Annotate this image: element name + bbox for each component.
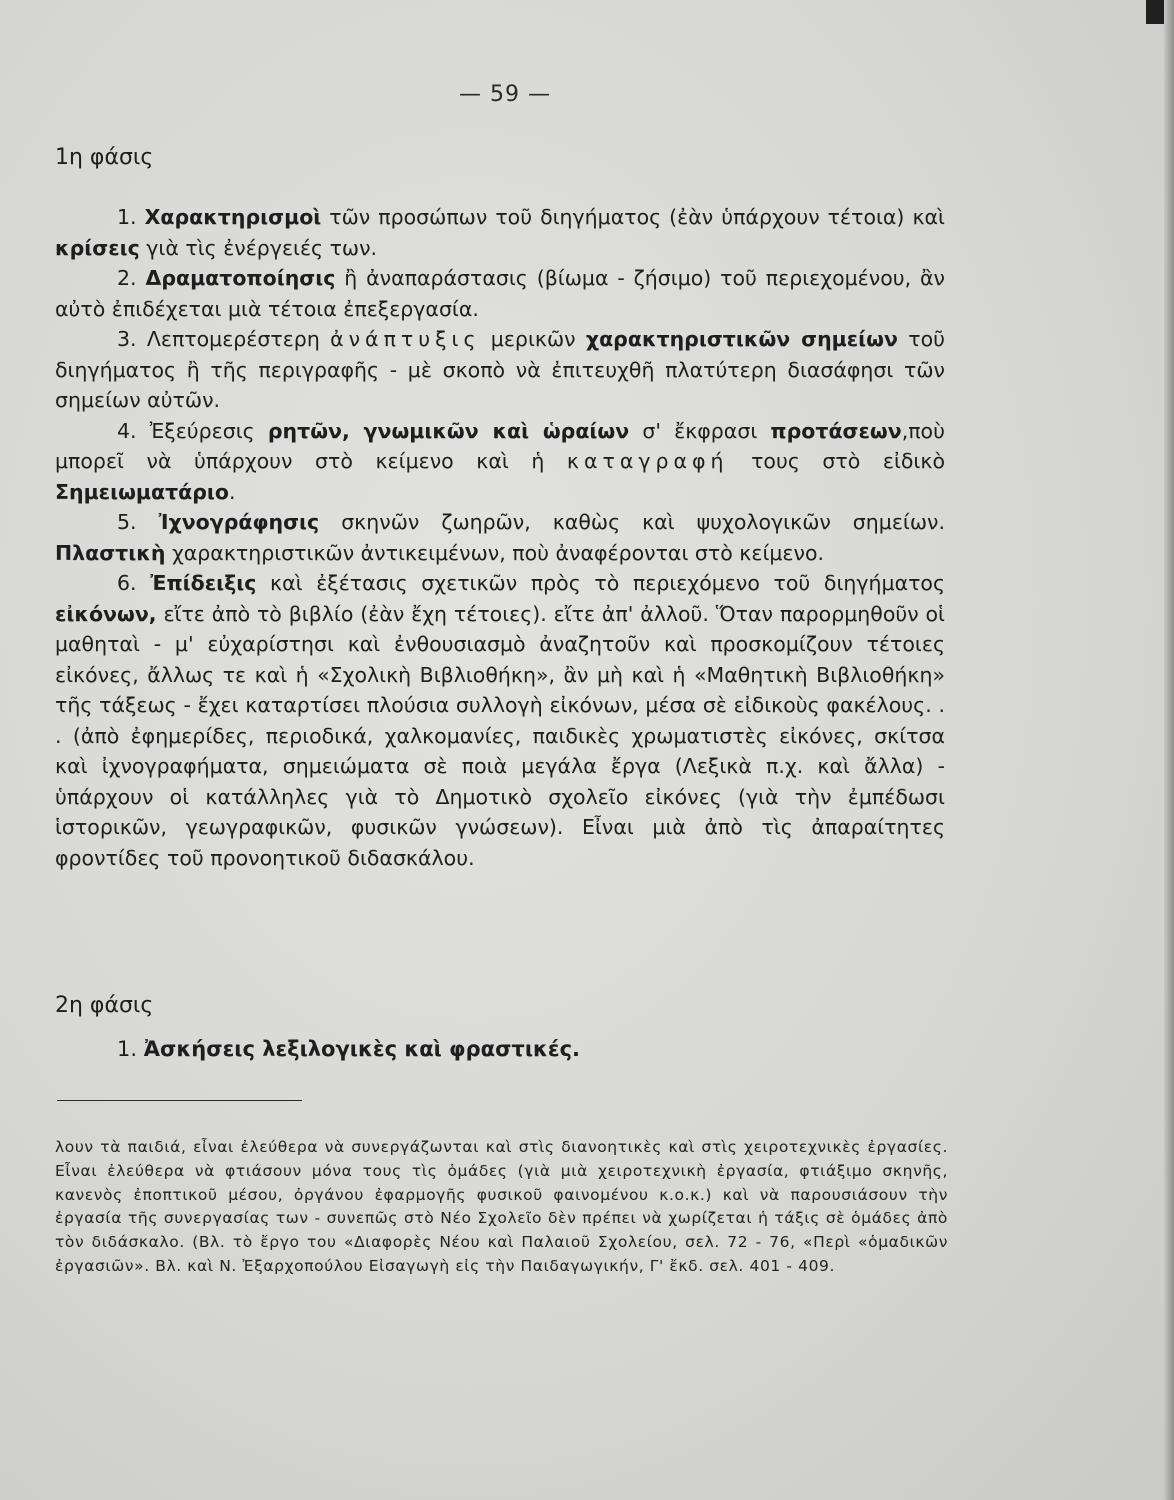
footnote-separator	[57, 1100, 302, 1101]
text-run: γιὰ τὶς ἐνέργειές των.	[139, 235, 378, 260]
list-item	[55, 202, 945, 263]
text-run: Ἰχνογράφησις	[158, 510, 320, 534]
text-run: προτάσεων	[770, 418, 902, 443]
list-item	[55, 507, 945, 568]
text-run: χαρακτηριστικῶν ἀντικειμένων, ποὺ ἀναφέρονται στὸ κείμενο.	[165, 540, 825, 565]
text-run: Πλαστικὴ	[55, 540, 166, 565]
item-number: 2.	[117, 266, 137, 290]
text-run: εἴτε ἀπὸ τὸ βιβλίο (ἐὰν ἔχη τέτοιες). εἴτε ἀπ' ἀλλοῦ. Ὅταν παρορμηθοῦν οἱ μαθηταὶ - μ' εὐχαρίστησι καὶ ἐνθουσιασμὸ ἀναζητοῦν καὶ προσκομίζουν τέτοιες εἰκόνες, ἄλλως τε καὶ ἡ «Σχολικὴ Βιβλιοθήκη», ἂν μὴ καὶ ἡ «Μαθητικὴ Βιβλιοθήκη» τῆς τάξεως - ἔχει καταρτίσει πλούσια συλλογὴ εἰκόνων, μέσα σὲ εἰδικοὺς φακέλους. . . (ἀπὸ ἐφημερίδες, περιοδικά, χαλκομανίες, παιδικὲς χρωματιστὲς εἰκόνες, σκίτσα καὶ ἰχνογραφήματα, σημειώματα σὲ ποιὰ μεγάλα ἔργα (Λεξικὰ π.χ. καὶ ἄλλα) - ὑπάρχουν οἱ κατάλληλες γιὰ τὸ Δημοτικὸ σχολεῖο εἰκόνες (γιὰ τὴν ἐμπέδωσι ἱστορικῶν, γεωγραφικῶν, φυσικῶν γνώσεων). Εἶναι μιὰ ἀπὸ τὶς ἀπαραίτητες φροντίδες τοῦ προνοητικοῦ διδασκάλου.	[55, 601, 945, 870]
text-run: τους στὸ εἰδικὸ	[728, 449, 945, 473]
text-run: Χαρακτηρισμοὶ	[144, 205, 322, 229]
item-number: 6.	[117, 571, 137, 595]
list-item	[55, 568, 945, 873]
text-run: Ἐπίδειξις	[150, 571, 257, 595]
section-heading-phase-2: 2η φάσις	[55, 993, 154, 1018]
text-run: ,ποὺ μπορεῖ νὰ ὑπάρχουν στὸ κείμενο καὶ ἡ	[55, 418, 945, 473]
item-text: Ἀσκήσεις λεξιλογικὲς καὶ φραστικές.	[143, 1037, 581, 1061]
text-run: μερικῶν	[480, 327, 586, 351]
text-run: Λεπτομερέστερη	[146, 327, 331, 351]
page-edge	[1164, 0, 1174, 1500]
page-number: — 59 —	[459, 82, 551, 107]
footnote: λουν τὰ παιδιά, εἶναι ἐλεύθερα νὰ συνεργάζωνται καὶ στὶς διανοητικὲς καὶ στὶς χειροτεχνικὲς ἐργασίες. Εἶναι ἐλεύθερα νὰ φτιάσουν μόνα τους τὶς ὁμάδες (γιὰ μιὰ χειροτεχνικὴ ἐργασία, φτιάξιμο σκηνῆς, κανενὸς ἐποπτικοῦ μέσου, ὀργάνου ἐφαρμογῆς φυσικοῦ φαινομένου κ.ο.κ.) καὶ νὰ παρουσιάσουν τὴν ἐργασία τῆς συνεργασίας των - συνεπῶς στὸ Νέο Σχολεῖο δὲν πρέπει νὰ χωρίζεται ἡ τάξις σὲ ὁμάδες ἀπὸ τὸν διδάσκαλο. (Βλ. τὸ ἔργο του «Διαφορὲς Νέου καὶ Παλαιοῦ Σχολείου, σελ. 72 - 76, «Περὶ «ὁμαδικῶν ἐργασιῶν». Βλ. καὶ Ν. Ἐξαρχοπούλου Εἰσαγωγὴ εἰς τὴν Παιδαγωγικήν, Γ' ἔκδ. σελ. 401 - 409.	[55, 1138, 948, 1275]
item-number: 4.	[117, 418, 137, 443]
text-run: χαρακτηριστικῶν σημείων	[585, 327, 898, 351]
text-run: εἰκόνων,	[55, 601, 157, 626]
text-run: καταγραφή	[566, 449, 729, 473]
item-number: 1.	[117, 205, 137, 229]
text-run: καὶ ἐξέτασις σχετικῶν πρὸς τὸ περιεχόμενο τοῦ διηγήματος	[256, 571, 945, 595]
text-run: τῶν προσώπων τοῦ διηγήματος (ἐὰν ὑπάρχουν τέτοια) καὶ	[321, 205, 945, 229]
text-run: σ' ἔκφρασι	[629, 418, 771, 443]
item-number: 5.	[117, 510, 137, 534]
text-run: Δραματοποίησις	[145, 266, 336, 290]
text-run: ἀνάπτυξις	[330, 327, 481, 351]
text-run: ἢ ἀναπαράστασις (βίωμα - ζήσιμο) τοῦ περιεχομένου, ἂν αὐτὸ ἐπιδέχεται μιὰ τέτοια ἐπεξεργασία.	[55, 266, 945, 321]
item-number: 3.	[117, 327, 137, 351]
text-run: Ἐξεύρεσις	[149, 418, 268, 443]
text-run: τοῦ διηγήματος ἢ τῆς περιγραφῆς - μὲ σκοπὸ νὰ ἐπιτευχθῆ πλατύτερη διασάφησι τῶν σημείων αὐτῶν.	[55, 327, 945, 412]
text-run: .	[228, 479, 236, 504]
list-item	[55, 263, 945, 324]
list-item	[55, 324, 945, 416]
text-run: ρητῶν, γνωμικῶν καὶ ὡραίων	[267, 418, 630, 443]
item-number: 1.	[117, 1037, 138, 1061]
phase-2-item-1	[117, 1037, 580, 1061]
text-run: σκηνῶν ζωηρῶν, καθὼς καὶ ψυχολογικῶν σημείων.	[319, 510, 945, 534]
section-heading-phase-1: 1η φάσις	[55, 145, 154, 170]
text-run: Σημειωματάριο	[55, 479, 229, 504]
phase-1-items	[55, 202, 945, 873]
text-run: κρίσεις	[55, 235, 140, 260]
page-corner-shadow	[1146, 0, 1164, 24]
list-item	[55, 416, 945, 508]
